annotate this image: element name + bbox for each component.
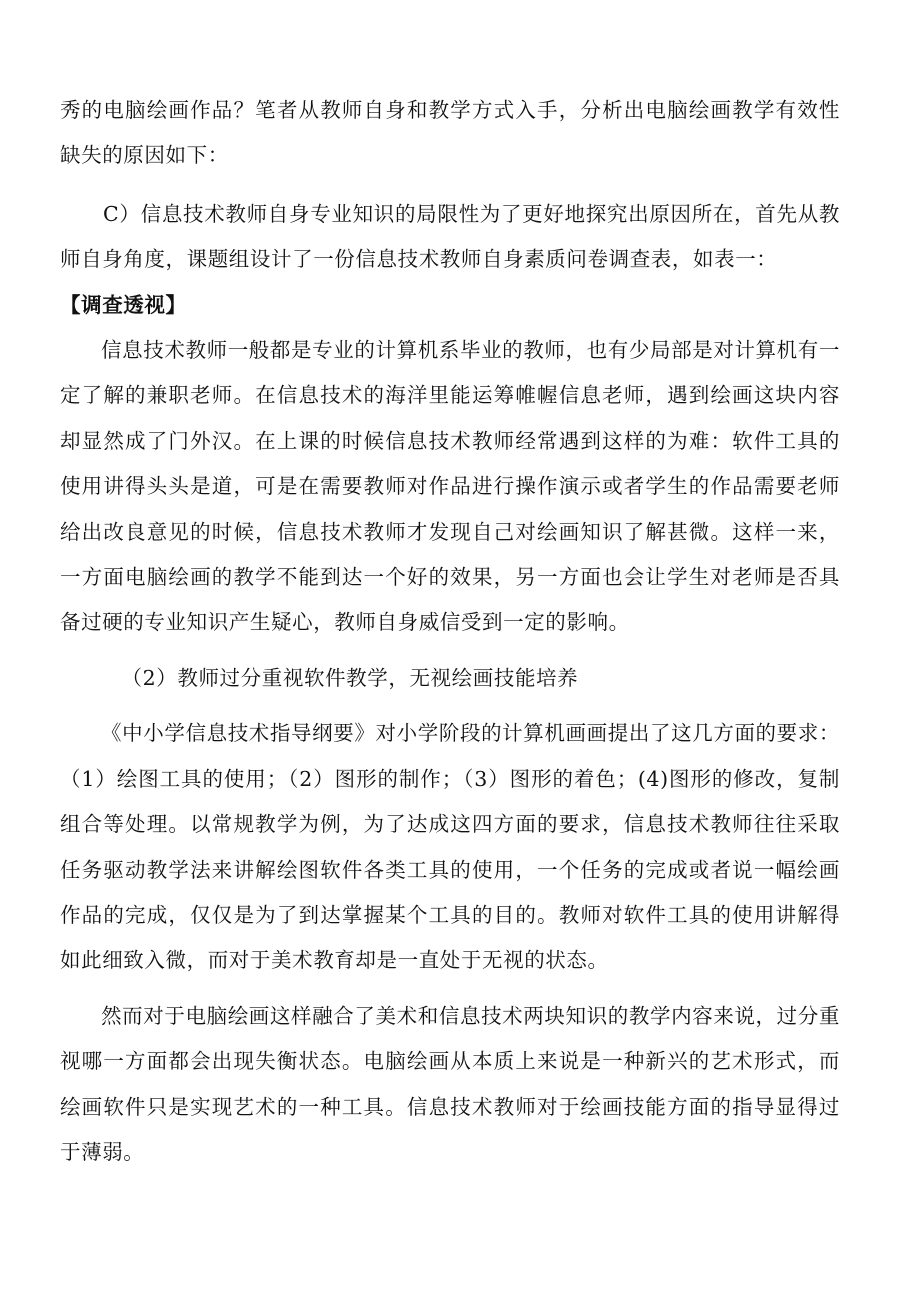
paragraph-survey-analysis: 信息技术教师一般都是专业的计算机系毕业的教师，也有少局部是对计算机有一定了解的兼职老师。在信息技术的海洋里能运筹帷幄信息老师，遇到绘画这块内容却显然成了门外汉。在上课的时候信息技术教师经常遇到这样的为难：软件工具的使用讲得头头是道，可是在需要教师对作品进行操作演示或者学生的作品需要老师给出改良意见的时候，信息技术教师才发现自己对绘画知识了解甚微。这样一来，一方面电脑绘画的教学不能到达一个好的效果，另一方面也会让学生对老师是否具备过硬的专业知识产生疑心，教师自身威信受到一定的影响。 — [60, 338, 840, 635]
paragraph-continuation: 秀的电脑绘画作品？笔者从教师自身和教学方式入手，分析出电脑绘画教学有效性缺失的原因如下： — [60, 98, 840, 168]
paragraph-curriculum-requirements: 《中小学信息技术指导纲要》对小学阶段的计算机画画提出了这几方面的要求：（1）绘图工具的使用；（2）图形的制作；（3）图形的着色；(4)图形的修改，复制组合等处理。以常规教学为例，为了达成这四方面的要求，信息技术教师往往采取任务驱动教学法来讲解绘图软件各类工具的使用，一个任务的完成或者说一幅绘画作品的完成，仅仅是为了到达掌握某个工具的目的。教师对软件工具的使用讲解得如此细致入微，而对于美术教育却是一直处于无视的状态。 — [60, 721, 840, 973]
paragraph-balance: 然而对于电脑绘画这样融合了美术和信息技术两块知识的教学内容来说，过分重视哪一方面都会出现失衡状态。电脑绘画从本质上来说是一种新兴的艺术形式，而绘画软件只是实现艺术的一种工具。信息技术教师对于绘画技能方面的指导显得过于薄弱。 — [60, 1003, 840, 1164]
subheading-software-focus: （2）教师过分重视软件教学，无视绘画技能培养 — [121, 665, 579, 690]
document-body — [60, 88, 840, 1175]
section-heading-survey: 【调查透视】 — [60, 292, 187, 317]
paragraph-teacher-limitation: C）信息技术教师自身专业知识的局限性为了更好地探究出原因所在，首先从教师自身角度，课题组设计了一份信息技术教师自身素质问卷调查表，如表一： — [60, 201, 840, 272]
